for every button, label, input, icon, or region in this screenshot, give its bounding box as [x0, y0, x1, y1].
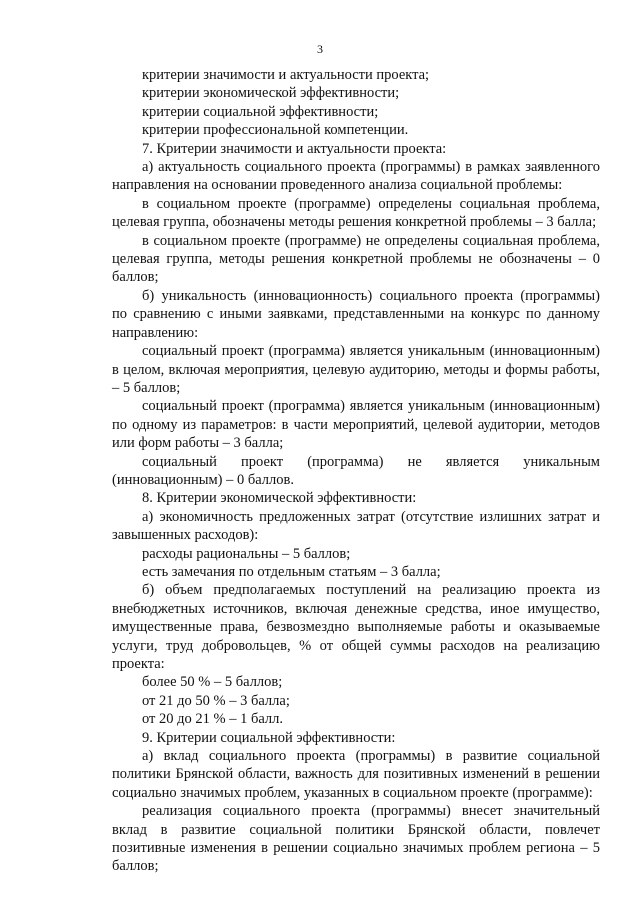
- section-heading-7: 7. Критерии значимости и актуальности проекта:: [142, 140, 447, 157]
- paragraph-8a: а) экономичность предложенных затрат (отсутствие излишних затрат и завышенных расходов):: [112, 508, 600, 544]
- paragraph-7a-3points: в социальном проекте (программе) определены социальная проблема, целевая группа, обозначены методы решения конкретной проблемы – 3 балла;: [112, 195, 600, 231]
- paragraph-8b-5points: более 50 % – 5 баллов;: [142, 674, 283, 691]
- paragraph-7b-3points: социальный проект (программа) является уникальным (инновационным) по одному из параметров: в части мероприятий, целевой аудитории, методов или форм работы – 3 балла;: [112, 398, 600, 452]
- paragraph-9a-5points: реализация социального проекта (программы) внесет значительный вклад в развитие социальной политики Брянской области, повлечет позитивные изменения в решении социально значимых проблем региона – 5 баллов;: [112, 803, 600, 875]
- paragraph-7a: а) актуальность социального проекта (программы) в рамках заявленного направления на основании проведенного анализа социальной проблемы:: [112, 159, 600, 194]
- section-heading-9: 9. Критерии социальной эффективности:: [142, 729, 396, 746]
- paragraph-9a: а) вклад социального проекта (программы) в развитие социальной политики Брянской области, важность для позитивных изменений в решении социально значимых проблем, указанных в социальном проекте (программе):: [112, 748, 600, 801]
- paragraph-7b-5points: социальный проект (программа) является уникальным (инновационным) в целом, включая мероприятия, целевую аудиторию, методы и формы работы, – 5 баллов;: [112, 343, 600, 396]
- paragraph-8b-3points: от 21 до 50 % – 3 балла;: [142, 692, 290, 709]
- page-number: 3: [317, 42, 323, 56]
- list-item-criteria-economic: критерии экономической эффективности;: [142, 85, 400, 102]
- list-item-criteria-competence: критерии профессиональной компетенции.: [142, 122, 409, 139]
- document-body: [112, 66, 600, 876]
- paragraph-7a-0points: в социальном проекте (программе) не определены социальная проблема, целевая группа, методы решения конкретной проблемы не обозначены – 0 баллов;: [112, 232, 600, 286]
- section-heading-8: 8. Критерии экономической эффективности:: [142, 490, 417, 507]
- list-item-criteria-social: критерии социальной эффективности;: [142, 103, 379, 120]
- paragraph-8a-3points: есть замечания по отдельным статьям – 3 балла;: [142, 563, 441, 580]
- paragraph-8b-1point: от 20 до 21 % – 1 балл.: [142, 711, 284, 728]
- paragraph-8a-5points: расходы рациональны – 5 баллов;: [142, 545, 351, 562]
- paragraph-7b: б) уникальность (инновационность) социального проекта (программы) по сравнению с иными заявками, представленными на конкурс по данному направлению:: [112, 287, 600, 341]
- paragraph-8b: б) объем предполагаемых поступлений на реализацию проекта из внебюджетных источников, включая денежные средства, иное имущество, имущественные права, безвозмездно выполняемые работы и оказываемые услуги, труд добровольцев, % от общей суммы расходов на реализацию проекта:: [112, 582, 600, 672]
- paragraph-7b-0points: социальный проект (программа) не является уникальным (инновационным) – 0 баллов.: [112, 453, 600, 488]
- list-item-criteria-significance: критерии значимости и актуальности проекта;: [142, 67, 430, 83]
